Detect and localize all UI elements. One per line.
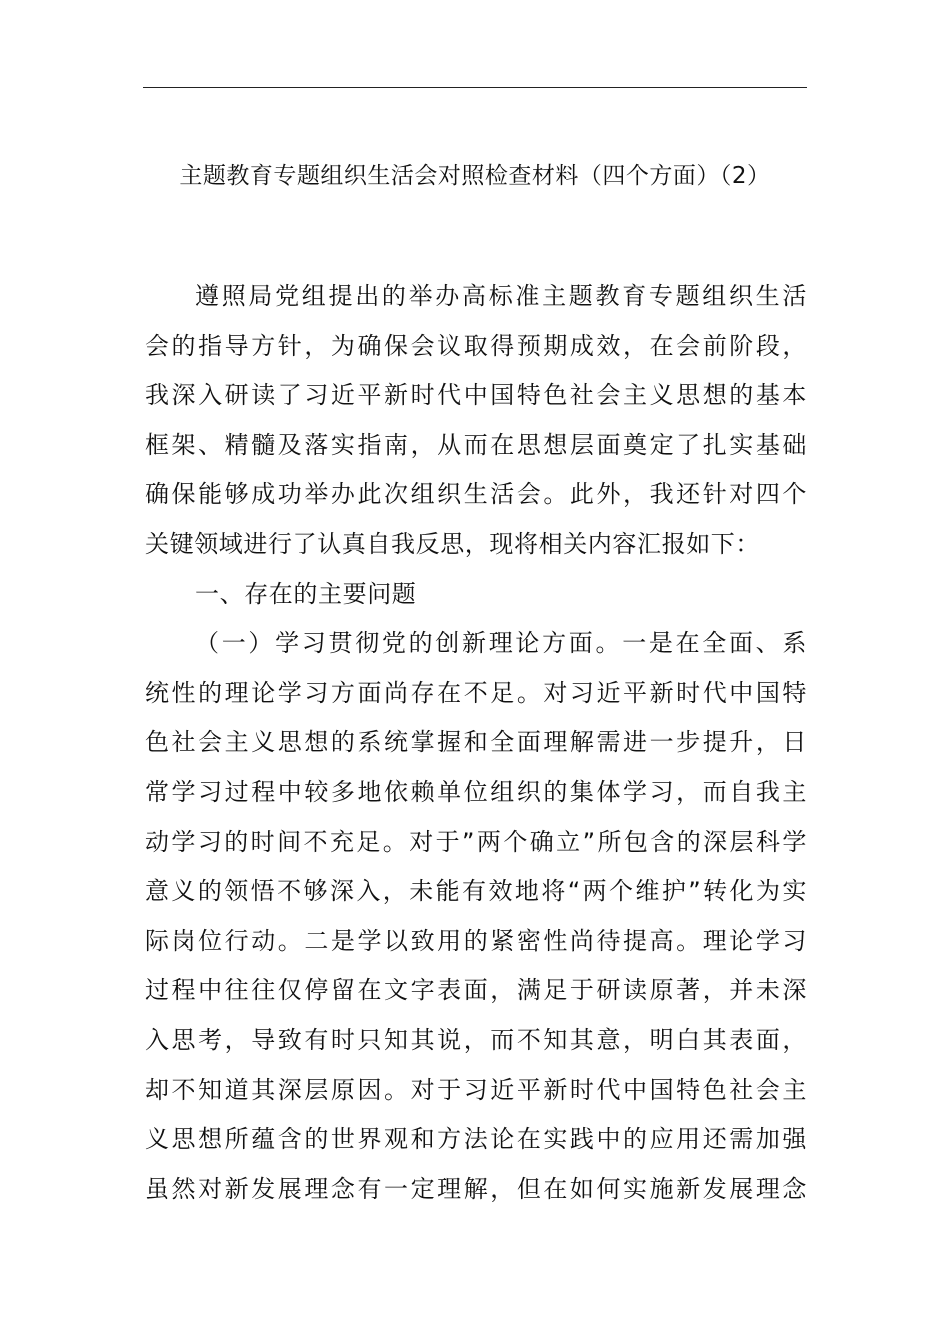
section-heading: 一、存在的主要问题: [195, 579, 417, 608]
paragraph-line: 动学习的时间不充足。对于”两个确立”所包含的深层科学: [145, 827, 807, 856]
paragraph-line: 入思考，导致有时只知其说，而不知其意，明白其表面，: [145, 1025, 807, 1054]
paragraph-line: 虽然对新发展理念有一定理解，但在如何实施新发展理念: [145, 1174, 807, 1203]
document-body: [145, 272, 807, 1214]
paragraph-line: 常学习过程中较多地依赖单位组织的集体学习，而自我主: [145, 777, 807, 806]
document-title: 主题教育专题组织生活会对照检查材料（四个方面）（2）: [179, 163, 771, 189]
paragraph-line: 过程中往往仅停留在文字表面，满足于研读原著，并未深: [145, 976, 807, 1005]
header-rule: [143, 87, 807, 88]
paragraph-line: 际岗位行动。二是学以致用的紧密性尚待提高。理论学习: [145, 926, 807, 955]
paragraph-line: 会的指导方针，为确保会议取得预期成效，在会前阶段，: [145, 331, 807, 360]
paragraph-line: 统性的理论学习方面尚存在不足。对习近平新时代中国特: [145, 678, 807, 707]
paragraph-line: 确保能够成功举办此次组织生活会。此外，我还针对四个: [145, 480, 807, 509]
paragraph-line: 却不知道其深层原因。对于习近平新时代中国特色社会主: [145, 1075, 807, 1104]
paragraph-line: 意义的领悟不够深入，未能有效地将“两个维护”转化为实: [145, 877, 807, 906]
paragraph-line: 义思想所蕴含的世界观和方法论在实践中的应用还需加强: [145, 1125, 807, 1154]
paragraph-line: 框架、精髓及落实指南，从而在思想层面奠定了扎实基础: [145, 430, 807, 459]
paragraph-line: 关键领域进行了认真自我反思，现将相关内容汇报如下：: [145, 529, 760, 558]
paragraph-line: 色社会主义思想的系统掌握和全面理解需进一步提升，日: [145, 728, 807, 757]
paragraph-line: 遵照局党组提出的举办高标准主题教育专题组织生活: [195, 282, 807, 310]
paragraph-line: 我深入研读了习近平新时代中国特色社会主义思想的基本: [145, 381, 807, 410]
paragraph-line: （一）学习贯彻党的创新理论方面。一是在全面、系: [195, 629, 807, 658]
